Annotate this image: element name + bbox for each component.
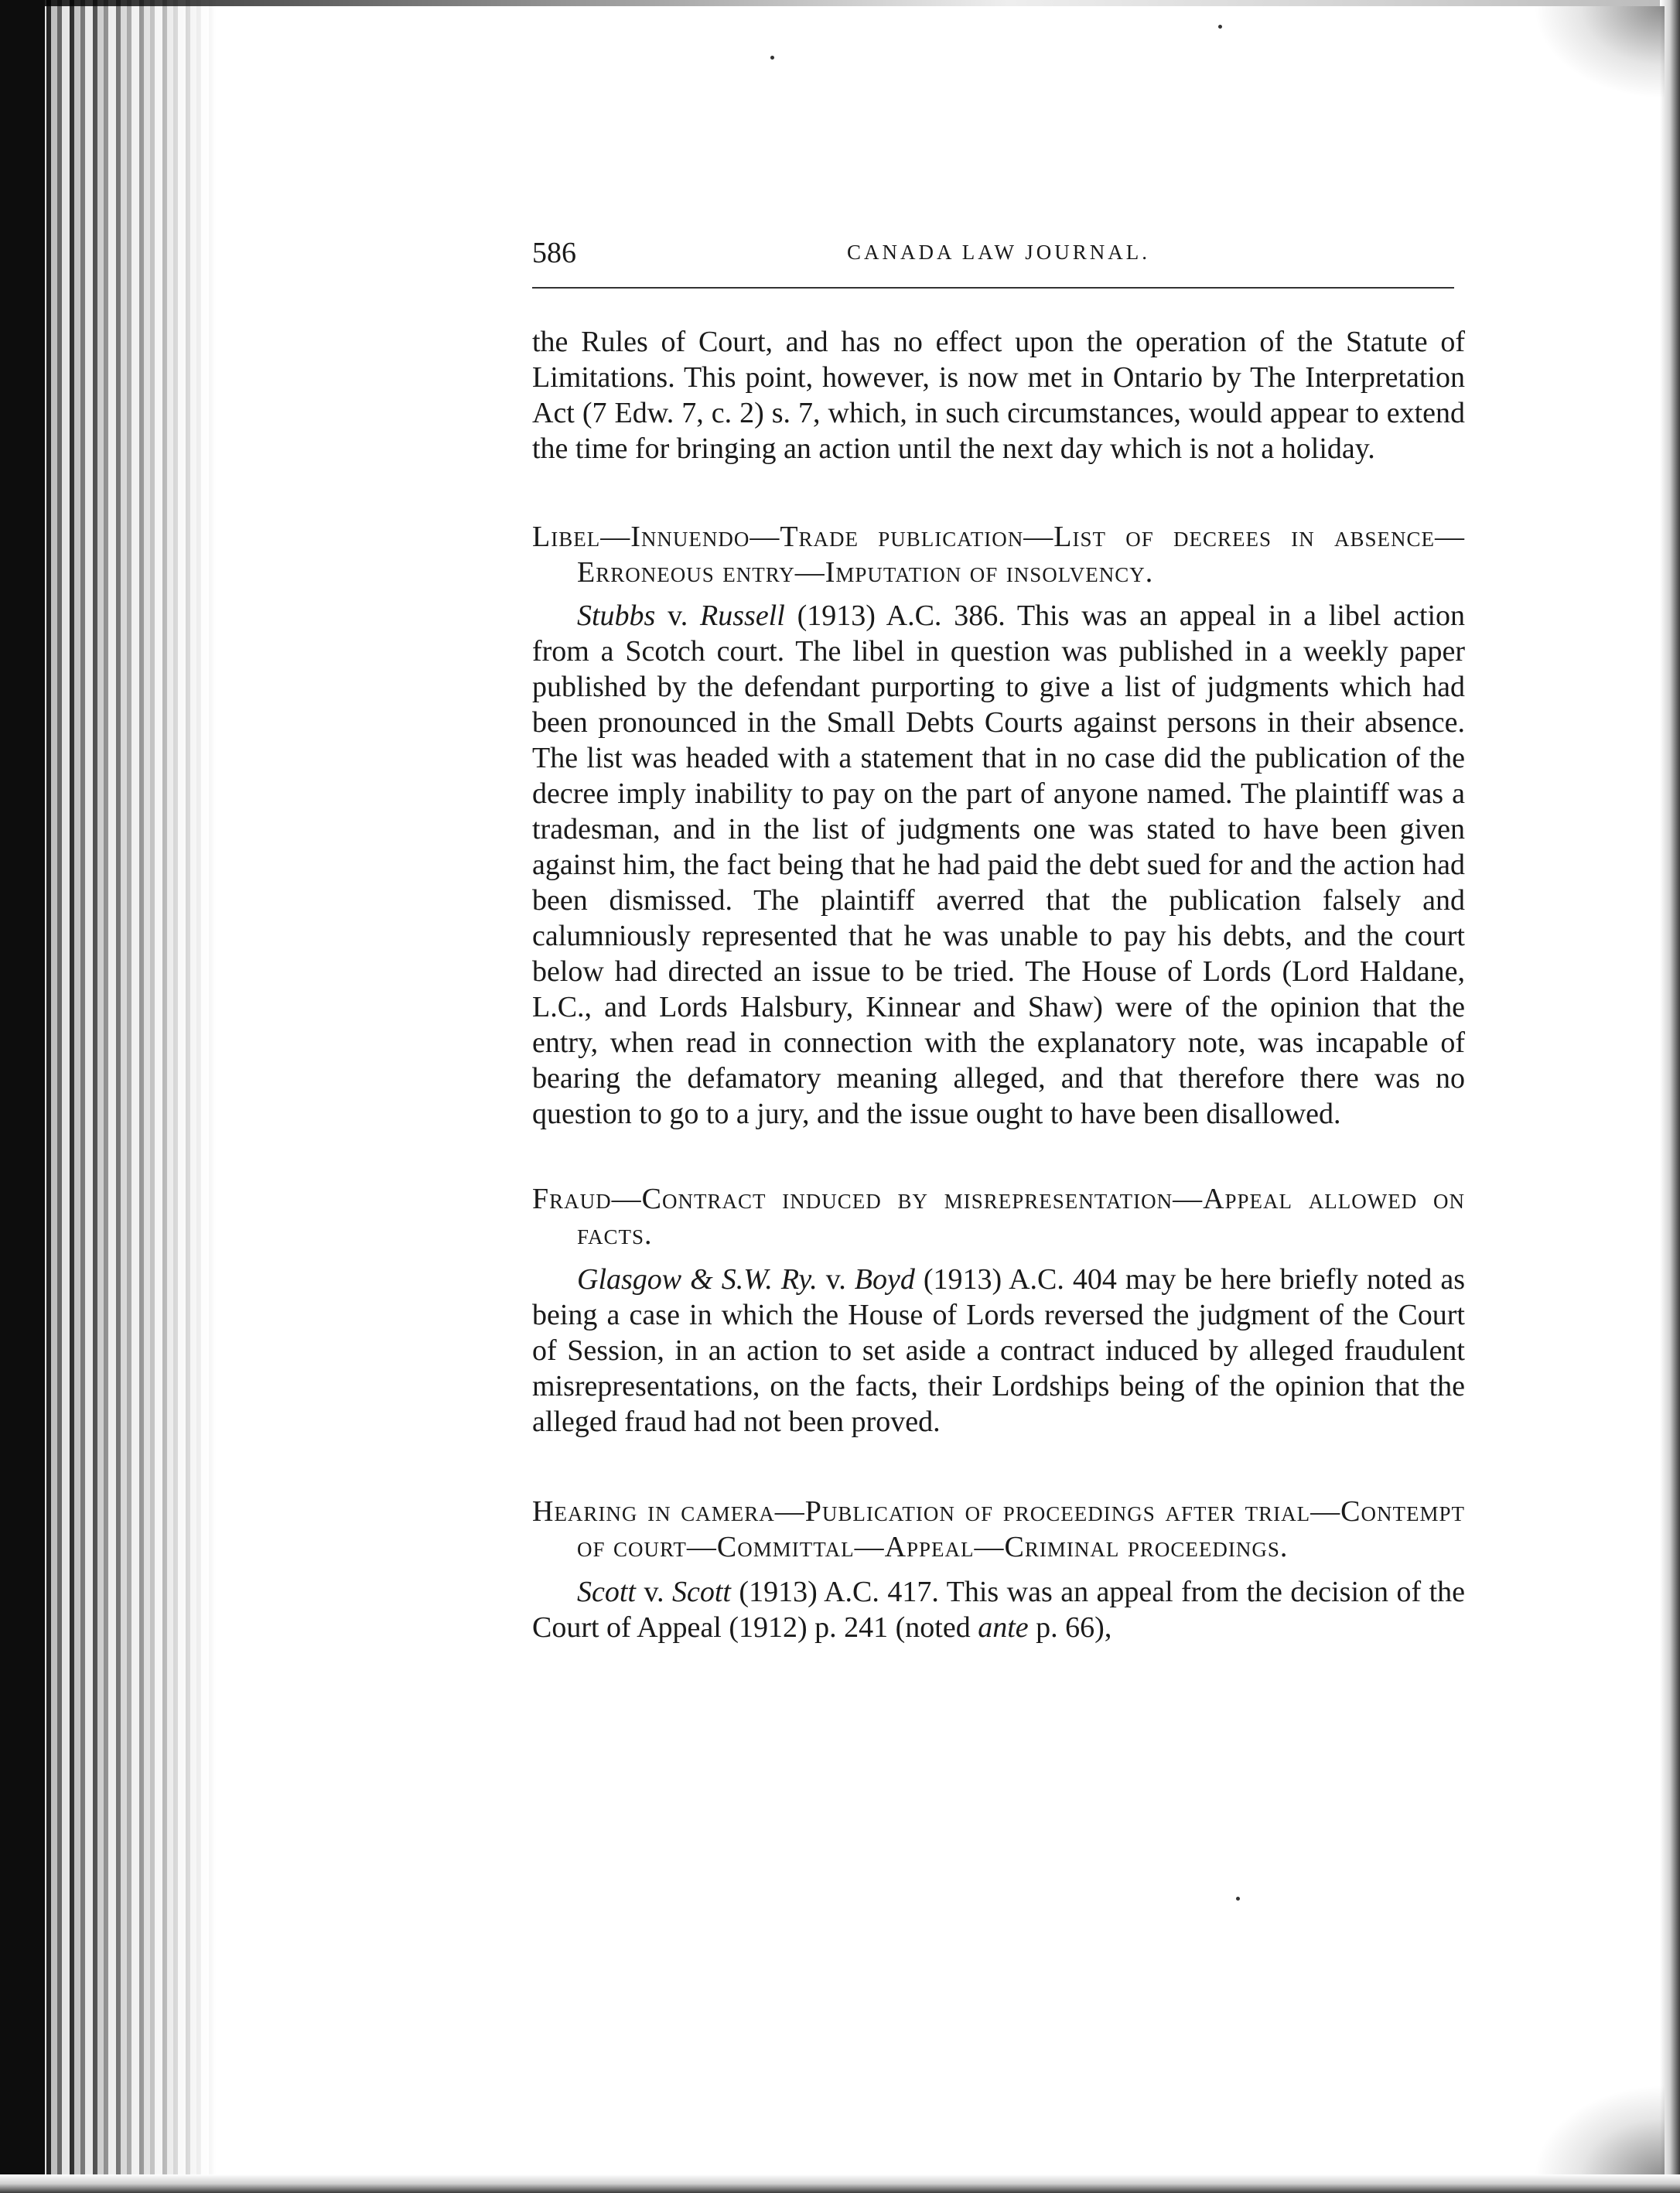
- header-rule: [532, 287, 1454, 289]
- case-text: (1913) A.C. 417. This was an appeal from the decision of the Court of Appeal (1912) p. 241 (noted: [532, 1576, 1466, 1644]
- scan-speck: [1218, 25, 1222, 29]
- case-versus: v.: [644, 1576, 664, 1608]
- section-body-libel: [532, 598, 1465, 1132]
- case-text: (1913) A.C. 386. This was an appeal in a libel action from a Scotch court. The libel in question was published in a weekly paper published by the defendant purporting to give a list of judgments which had been pronounced in the Small Debts Courts against persons in their absence. The list was headed with a statement that in no case did the publication of the decree imply inability to pay on the part of anyone named. The plaintiff was a tradesman, and in the list of judgments one was stated to have been given against him, the fact being that he had paid the debt sued for and the action had been dismissed. The plaintiff averred that the publication falsely and calumniously represented that he was unable to pay his debts, and the court below had directed an issue to be tried. The House of Lords (Lord Haldane, L.C., and Lords Halsbury, Kinnear and Shaw) were of the opinion that the entry, when read in connection with the explanatory note, was incapable of bearing the defamatory meaning alleged, and that therefore there was no question to go to a jury, and the issue ought to have been disallowed.: [532, 599, 1466, 1130]
- page-right-edge: [1660, 0, 1680, 2193]
- book-spine-edge: [0, 0, 45, 2193]
- page-corner-shadow-top: [1533, 6, 1665, 99]
- page-top-edge: [0, 0, 1680, 6]
- page-corner-shadow-bottom: [1533, 2085, 1665, 2178]
- page-bottom-edge: [0, 2174, 1680, 2193]
- case-name: Russell: [700, 599, 785, 632]
- running-head: [532, 236, 1465, 276]
- section-body-fraud: [532, 1262, 1465, 1440]
- case-text: (1913) A.C. 404 may be here briefly noted as being a case in which the House of Lords reversed the judgment of the Court of Session, in an action to set aside a contract induced by alleged fraudulent misrepresentations, on the facts, their Lordships being of the opinion that the alleged fraud had not been proved.: [532, 1263, 1466, 1438]
- case-versus: v.: [668, 599, 688, 632]
- case-text-italic: ante: [978, 1611, 1029, 1644]
- section-heading-fraud: Fraud—Contract induced by misrepresentation—Appeal allowed on facts.: [532, 1183, 1465, 1251]
- case-name: Scott: [671, 1576, 731, 1608]
- paragraph-continued: the Rules of Court, and has no effect upon the operation of the Statute of Limitations. This point, however, is now met in Ontario by The Interpretation Act (7 Edw. 7, c. 2) s. 7, which, in such circumstances, would appear to extend the time for bringing an action until the next day which is not a holiday.: [532, 326, 1465, 465]
- case-name: Stubbs: [577, 599, 656, 632]
- case-versus: v.: [825, 1263, 846, 1296]
- case-name: Scott: [577, 1576, 636, 1608]
- scan-speck: [1236, 1897, 1240, 1901]
- section-body-hearing: [532, 1574, 1465, 1645]
- case-text: p. 66),: [1036, 1611, 1112, 1644]
- case-name: Glasgow & S.W. Ry.: [577, 1263, 818, 1296]
- page-content: [532, 236, 1465, 1645]
- scan-speck: [770, 56, 774, 60]
- journal-title: CANADA LAW JOURNAL.: [846, 241, 1151, 264]
- case-name: Boyd: [854, 1263, 915, 1296]
- section-heading-libel: Libel—Innuendo—Trade publication—List of decrees in absence—Erroneous entry—Imputation of insolvency.: [532, 521, 1465, 589]
- section-heading-hearing: Hearing in camera—Publication of proceedings after trial—Contempt of court—Committal—Appeal—Criminal proceedings.: [532, 1495, 1465, 1563]
- page-number: 586: [532, 237, 576, 269]
